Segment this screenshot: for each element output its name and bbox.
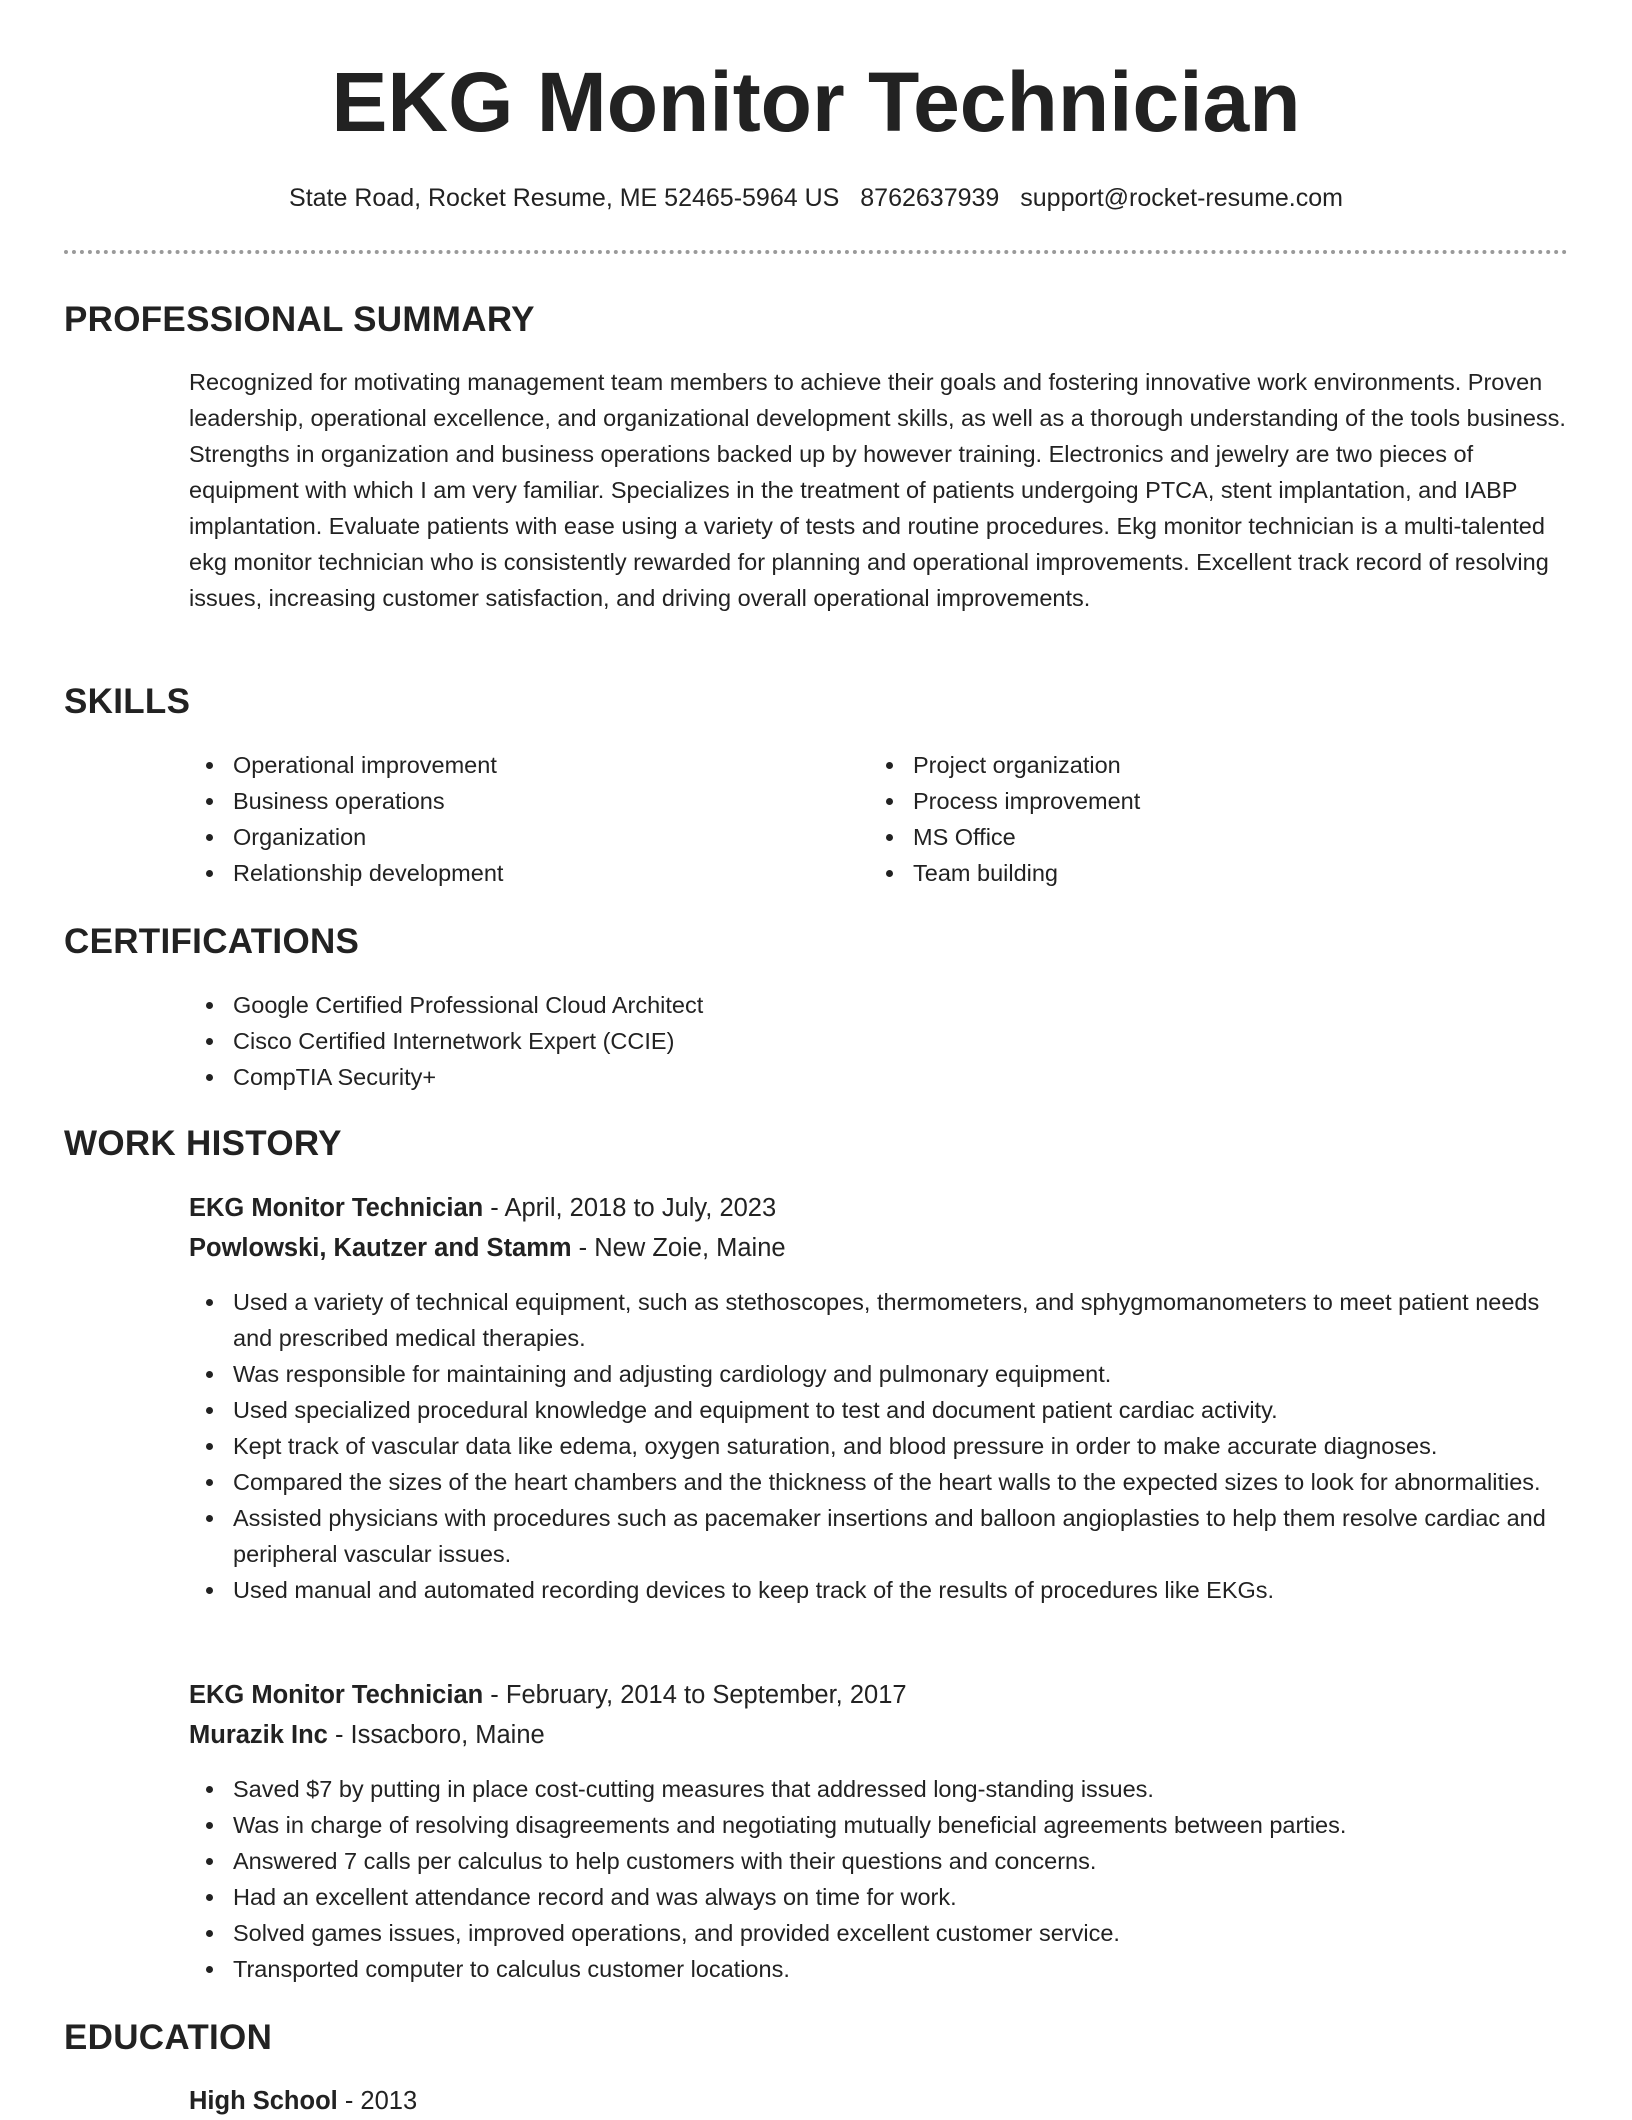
skill-item: Organization xyxy=(189,819,829,855)
skill-item: Team building xyxy=(869,855,1509,891)
skill-item: Relationship development xyxy=(189,855,829,891)
education-year: - 2013 xyxy=(337,2087,418,2115)
skill-item: Project organization xyxy=(869,747,1509,783)
job-role: EKG Monitor Technician xyxy=(189,1681,484,1709)
certifications-list xyxy=(189,987,1189,1095)
job-role: EKG Monitor Technician xyxy=(189,1194,484,1222)
summary-text: Recognized for motivating management team members to achieve their goals and fostering innovative work environments. Proven leadership, operational excellence, and organizational development skills, as well as a thorough understanding of the tools business. Strengths in organization and business operations backed up by however training. Electronics and jewelry are two pieces of equipment with which I am very familiar. Specializes in the treatment of patients undergoing PTCA, stent implantation, and IABP implantation. Evaluate patients with ease using a variety of tests and routine procedures. Ekg monitor technician is a multi-talented ekg monitor technician who is consistently rewarded for planning and operational improvements. Excellent track record of resolving issues, increasing customer satisfaction, and driving overall operational improvements. xyxy=(189,369,1566,611)
job-bullets xyxy=(189,1771,1569,1987)
job-bullet: Used specialized procedural knowledge and equipment to test and document patient cardiac activity. xyxy=(189,1392,1569,1428)
job-bullets xyxy=(189,1284,1569,1608)
job-bullet: Used a variety of technical equipment, such as stethoscopes, thermometers, and sphygmomanometers to meet patient needs and prescribed medical therapies. xyxy=(189,1284,1569,1356)
job-bullet: Answered 7 calls per calculus to help customers with their questions and concerns. xyxy=(189,1843,1569,1879)
contact-address: State Road, Rocket Resume, ME 52465-5964 US xyxy=(289,184,840,212)
work-history-heading: WORK HISTORY xyxy=(64,1124,342,1163)
education-heading: EDUCATION xyxy=(64,2018,273,2057)
contact-phone: 8762637939 xyxy=(860,184,1000,212)
job-dates: - February, 2014 to September, 2017 xyxy=(483,1681,907,1709)
job-company: Powlowski, Kautzer and Stamm xyxy=(189,1234,572,1262)
skill-item: Operational improvement xyxy=(189,747,829,783)
job-bullet: Was responsible for maintaining and adjusting cardiology and pulmonary equipment. xyxy=(189,1356,1569,1392)
education-school: High School xyxy=(189,2087,338,2115)
skill-item: MS Office xyxy=(869,819,1509,855)
certification-item: Google Certified Professional Cloud Architect xyxy=(189,987,1189,1023)
job-location: - New Zoie, Maine xyxy=(571,1234,786,1262)
skill-item: Business operations xyxy=(189,783,829,819)
job-location: - Issacboro, Maine xyxy=(327,1721,545,1749)
certification-item: Cisco Certified Internetwork Expert (CCIE) xyxy=(189,1023,1189,1059)
header-divider xyxy=(64,250,1568,254)
job-bullet: Compared the sizes of the heart chambers and the thickness of the heart walls to the expected sizes to look for abnormalities. xyxy=(189,1464,1569,1500)
certifications-heading: CERTIFICATIONS xyxy=(64,922,360,961)
skill-item: Process improvement xyxy=(869,783,1509,819)
job-bullet: Had an excellent attendance record and was always on time for work. xyxy=(189,1879,1569,1915)
job-bullet: Transported computer to calculus customer locations. xyxy=(189,1951,1569,1987)
job-bullet: Was in charge of resolving disagreements and negotiating mutually beneficial agreements between parties. xyxy=(189,1807,1569,1843)
job-bullet: Assisted physicians with procedures such as pacemaker insertions and balloon angioplasties to help them resolve cardiac and peripheral vascular issues. xyxy=(189,1500,1569,1572)
job-bullet: Used manual and automated recording devices to keep track of the results of procedures like EKGs. xyxy=(189,1572,1569,1608)
job-title-line xyxy=(189,1189,776,1227)
contact-email: support@rocket-resume.com xyxy=(1020,184,1343,212)
skills-column-left xyxy=(189,747,829,891)
job-bullet: Kept track of vascular data like edema, oxygen saturation, and blood pressure in order to make accurate diagnoses. xyxy=(189,1428,1569,1464)
job-bullet: Solved games issues, improved operations, and provided excellent customer service. xyxy=(189,1915,1569,1951)
skills-column-right xyxy=(869,747,1509,891)
job-company-line xyxy=(189,1229,786,1267)
certification-item: CompTIA Security+ xyxy=(189,1059,1189,1095)
job-title-line xyxy=(189,1676,907,1714)
contact-line xyxy=(0,180,1632,216)
skills-heading: SKILLS xyxy=(64,682,191,721)
resume-name: EKG Monitor Technician xyxy=(331,55,1301,149)
job-dates: - April, 2018 to July, 2023 xyxy=(483,1194,777,1222)
job-bullet: Saved $7 by putting in place cost-cutting measures that addressed long-standing issues. xyxy=(189,1771,1569,1807)
education-line xyxy=(189,2082,417,2120)
job-company: Murazik Inc xyxy=(189,1721,328,1749)
summary-heading: PROFESSIONAL SUMMARY xyxy=(64,300,535,339)
job-company-line xyxy=(189,1716,545,1754)
